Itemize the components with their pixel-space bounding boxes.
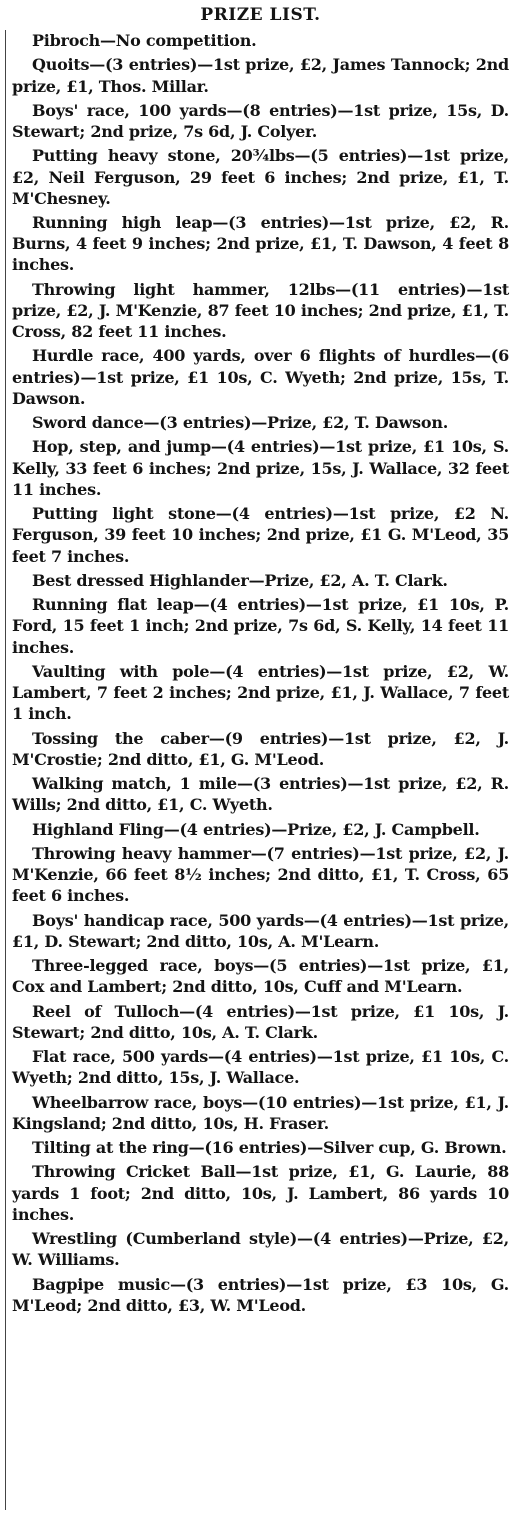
prize-entry: Flat race, 500 yards—(4 entries)—1st prize, £1 10s, C. Wyeth; 2nd ditto, 15s, J. Wallace. — [12, 1047, 509, 1088]
prize-entry: Best dressed Highlander—Prize, £2, A. T. Clark. — [32, 570, 448, 590]
prize-entry: Tossing the caber—(9 entries)—1st prize, £2, J. M'Crostie; 2nd ditto, £1, G. M'Leod. — [12, 728, 509, 769]
prize-entry: Tilting at the ring—(16 entries)—Silver cup, G. Brown. — [32, 1138, 507, 1158]
prize-entry: Wrestling (Cumberland style)—(4 entries)—Prize, £2, W. Williams. — [12, 1229, 509, 1270]
prize-entry: Putting light stone—(4 entries)—1st prize, £2 N. Ferguson, 39 feet 10 inches; 2nd prize, £1 G. M'Leod, 35 feet 7 inches. — [12, 504, 509, 566]
prize-entry: Boys' race, 100 yards—(8 entries)—1st prize, 15s, D. Stewart; 2nd prize, 7s 6d, J. Colyer. — [12, 100, 509, 141]
prize-entry: Hop, step, and jump—(4 entries)—1st prize, £1 10s, S. Kelly, 33 feet 6 inches; 2nd prize, 15s, J. Wallace, 32 feet 11 inches. — [12, 437, 509, 499]
prize-entry: Running flat leap—(4 entries)—1st prize, £1 10s, P. Ford, 15 feet 1 inch; 2nd prize, 7s 6d, S. Kelly, 14 feet 11 inches. — [12, 595, 509, 657]
prize-entry: Throwing heavy hammer—(7 entries)—1st prize, £2, J. M'Kenzie, 66 feet 8½ inches; 2nd ditto, £1, T. Cross, 65 feet 6 inches. — [12, 843, 509, 906]
prize-entry: Wheelbarrow race, boys—(10 entries)—1st prize, £1, J. Kingsland; 2nd ditto, 10s, H. Fraser. — [12, 1092, 509, 1133]
prize-entry: Bagpipe music—(3 entries)—1st prize, £3 10s, G. M'Leod; 2nd ditto, £3, W. M'Leod. — [12, 1274, 509, 1315]
prize-entry: Highland Fling—(4 entries)—Prize, £2, J. Campbell. — [32, 819, 480, 839]
prize-entry: Sword dance—(3 entries)—Prize, £2, T. Dawson. — [32, 413, 449, 433]
prize-entry: Pibroch—No competition. — [32, 31, 257, 50]
prize-entry: Putting heavy stone, 20¾lbs—(5 entries)—1st prize, £2, Neil Ferguson, 29 feet 6 inches; 2nd prize, £1, T. M'Chesney. — [12, 146, 509, 208]
prize-entry: Three-legged race, boys—(5 entries)—1st prize, £1, Cox and Lambert; 2nd ditto, 10s, Cuff and M'Learn. — [12, 956, 509, 997]
prize-list — [12, 30, 509, 1316]
prize-entry: Throwing Cricket Ball—1st prize, £1, G. Laurie, 88 yards 1 foot; 2nd ditto, 10s, J. Lambert, 86 yards 10 inches. — [12, 1162, 509, 1224]
prize-entry: Reel of Tulloch—(4 entries)—1st prize, £1 10s, J. Stewart; 2nd ditto, 10s, A. T. Clark. — [12, 1001, 509, 1042]
prize-entry: Running high leap—(3 entries)—1st prize, £2, R. Burns, 4 feet 9 inches; 2nd prize, £1, T. Dawson, 4 feet 8 inches. — [12, 213, 509, 275]
prize-entry: Quoits—(3 entries)—1st prize, £2, James Tannock; 2nd prize, £1, Thos. Millar. — [12, 55, 509, 96]
prize-entry: Boys' handicap race, 500 yards—(4 entries)—1st prize, £1, D. Stewart; 2nd ditto, 10s, A. M'Learn. — [12, 910, 509, 951]
prize-entry: Vaulting with pole—(4 entries)—1st prize, £2, W. Lambert, 7 feet 2 inches; 2nd prize, £1, J. Wallace, 7 feet 1 inch. — [12, 661, 509, 724]
prize-entry: Throwing light hammer, 12lbs—(11 entries)—1st prize, £2, J. M'Kenzie, 87 feet 10 inches; 2nd prize, £1, T. Cross, 82 feet 11 inches. — [12, 279, 509, 342]
page-title: PRIZE LIST. — [200, 5, 321, 25]
prize-entry: Walking match, 1 mile—(3 entries)—1st prize, £2, R. Wills; 2nd ditto, £1, C. Wyeth. — [12, 774, 509, 815]
column-rule — [5, 30, 6, 1510]
prize-entry: Hurdle race, 400 yards, over 6 flights of hurdles—(6 entries)—1st prize, £1 10s, C. Wyeth; 2nd prize, 15s, T. Dawson. — [12, 346, 509, 408]
